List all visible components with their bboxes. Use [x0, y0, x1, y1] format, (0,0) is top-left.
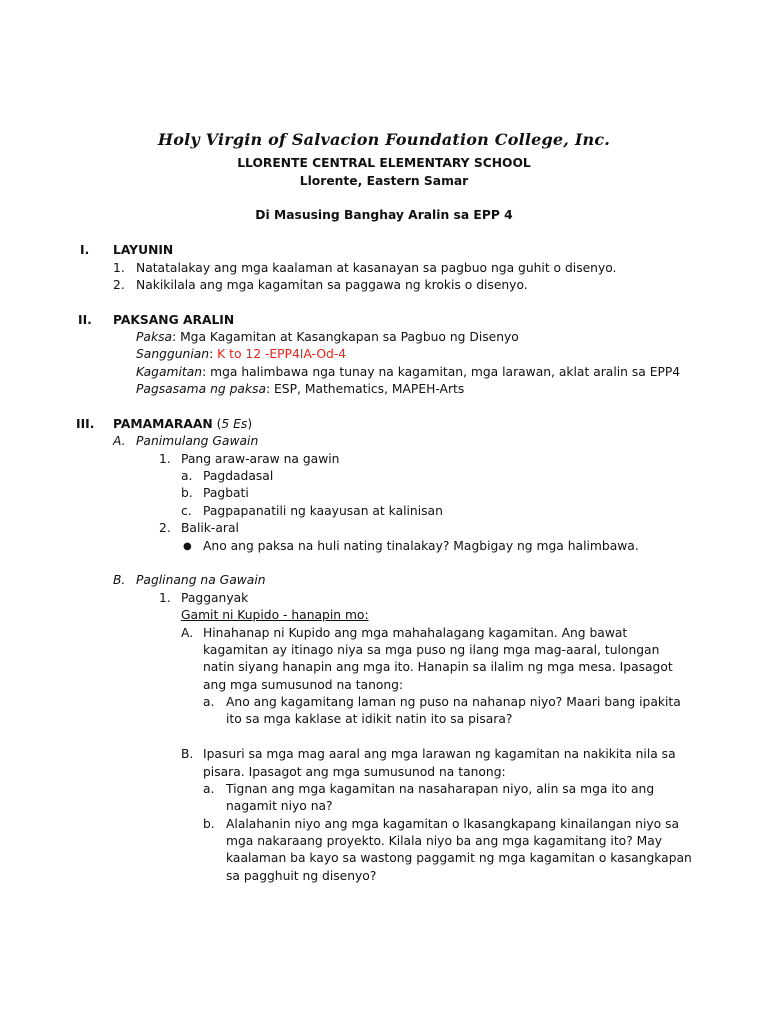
paragraph-a-sub-a-letter: a. [203, 695, 215, 709]
paragraph-b-sub-a-letter: a. [203, 782, 215, 796]
paragraph-b-sub-b-letter: b. [203, 817, 215, 831]
sanggunian-line [136, 346, 346, 364]
sanggunian-colon: : [209, 347, 218, 361]
paragraph-b-sub-b-line-2: mga nakaraang proyekto. Kilala niyo ba ang mga kagamitang ito? May [226, 834, 663, 848]
part-a-sub-b-text: Pagbati [203, 486, 249, 500]
pagsasama-value: : ESP, Mathematics, MAPEH-Arts [265, 382, 465, 396]
part-b-item-1-number: 1. [159, 591, 171, 605]
part-b-title: Paglinang na Gawain [136, 573, 266, 587]
section-1-number: I. [80, 243, 90, 257]
objective-2-number: 2. [113, 278, 125, 292]
section-2-number: II. [78, 313, 92, 327]
part-a-sub-c-letter: c. [181, 504, 192, 518]
section-3-es: 5 Es [221, 417, 248, 431]
section-1-heading: LAYUNIN [113, 243, 174, 257]
sanggunian-value: K to 12 -EPP4IA-Od-4 [217, 347, 347, 361]
paragraph-a-sub-a-line-1: Ano ang kagamitang laman ng puso na nahanap niyo? Maari bang ipakita [226, 695, 681, 709]
paragraph-b-letter: B. [181, 747, 194, 761]
part-a-item-1-number: 1. [159, 452, 171, 466]
paragraph-b-sub-b-line-3: kaalaman ba kayo sa wastong paggamit ng mga kagamitan o kasangkapan [226, 851, 692, 865]
sanggunian-label: Sanggunian [136, 347, 210, 361]
paragraph-b-sub-a-line-1: Tignan ang mga kagamitan na nasaharapan niyo, alin sa mga ito ang [226, 782, 655, 796]
part-b-letter: B. [113, 573, 126, 587]
objective-2-text: Nakikilala ang mga kagamitan sa paggawa ng krokis o disenyo. [136, 278, 528, 292]
paragraph-a-line-4: ang mga sumusunod na tanong: [203, 678, 404, 692]
paksa-line [136, 329, 519, 347]
part-a-item-2-text: Balik-aral [181, 521, 239, 535]
document-title: Di Masusing Banghay Aralin sa EPP 4 [255, 208, 513, 222]
kagamitan-label: Kagamitan [136, 365, 203, 379]
paragraph-a-line-2: kagamitan ay itinago niya sa mga puso ng ilang mga mag-aaral, tulongan [203, 643, 660, 657]
section-3-number: III. [76, 417, 95, 431]
paragraph-a-line-1: Hinahanap ni Kupido ang mga mahahalagang kagamitan. Ang bawat [203, 626, 628, 640]
bullet-icon: ● [183, 541, 192, 552]
part-a-bullet-text: Ano ang paksa na huli nating tinalakay? Magbigay ng mga halimbawa. [203, 539, 639, 553]
paragraph-b-sub-a-line-2: nagamit niyo na? [226, 799, 333, 813]
part-b-item-1-text: Pagganyak [181, 591, 249, 605]
part-a-sub-c-text: Pagpapanatili ng kaayusan at kalinisan [203, 504, 443, 518]
part-a-item-2-number: 2. [159, 521, 171, 535]
paragraph-a-line-3: natin siyang hanapin ang mga ito. Hanapin sa ilalim ng mga mesa. Ipasagot [203, 660, 673, 674]
school-name: LLORENTE CENTRAL ELEMENTARY SCHOOL [237, 156, 531, 170]
kagamitan-value: : mga halimbawa nga tunay na kagamitan, mga larawan, aklat aralin sa EPP4 [202, 365, 681, 379]
part-a-sub-b-letter: b. [181, 486, 193, 500]
part-a-letter: A. [113, 434, 126, 448]
objective-1-text: Natatalakay ang mga kaalaman at kasanayan sa pagbuo nga guhit o disenyo. [136, 261, 617, 275]
part-a-sub-a-text: Pagdadasal [203, 469, 274, 483]
part-a-item-1-text: Pang araw-araw na gawin [181, 452, 340, 466]
paksa-label: Paksa [136, 330, 173, 344]
kagamitan-line [136, 364, 680, 382]
paksa-value: : Mga Kagamitan at Kasangkapan sa Pagbuo ng Disenyo [172, 330, 519, 344]
school-address: Llorente, Eastern Samar [299, 174, 469, 188]
section-2-heading: PAKSANG ARALIN [113, 313, 235, 327]
paragraph-b-sub-b-line-1: Alalahanin niyo ang mga kagamitan o lkasangkapang kinailangan niyo sa [226, 817, 680, 831]
part-a-title: Panimulang Gawain [136, 434, 259, 448]
paragraph-a-sub-a-line-2: ito sa mga kaklase at idikit natin ito sa pisara? [226, 712, 513, 726]
paragraph-b-line-2: pisara. Ipasagot ang mga sumusunod na tanong: [203, 765, 506, 779]
part-a-sub-a-letter: a. [181, 469, 193, 483]
paragraph-b-sub-b-line-4: sa pagghuit ng disenyo? [226, 869, 377, 883]
gamit-heading: Gamit ni Kupido - hanapin mo: [181, 608, 369, 622]
pagsasama-line [136, 381, 464, 399]
section-3-paren-close: ) [247, 417, 253, 431]
paragraph-b-line-1: Ipasuri sa mga mag aaral ang mga larawan ng kagamitan na nakikita nila sa [203, 747, 676, 761]
objective-1-number: 1. [113, 261, 125, 275]
section-3-heading: PAMAMARAAN [113, 417, 213, 431]
section-3-paren-open: ( [212, 417, 222, 431]
paragraph-a-letter: A. [181, 626, 194, 640]
section-3-heading-line [113, 416, 252, 434]
pagsasama-label: Pagsasama ng paksa [136, 382, 266, 396]
college-name: Holy Virgin of Salvacion Foundation College, Inc. [157, 130, 611, 149]
